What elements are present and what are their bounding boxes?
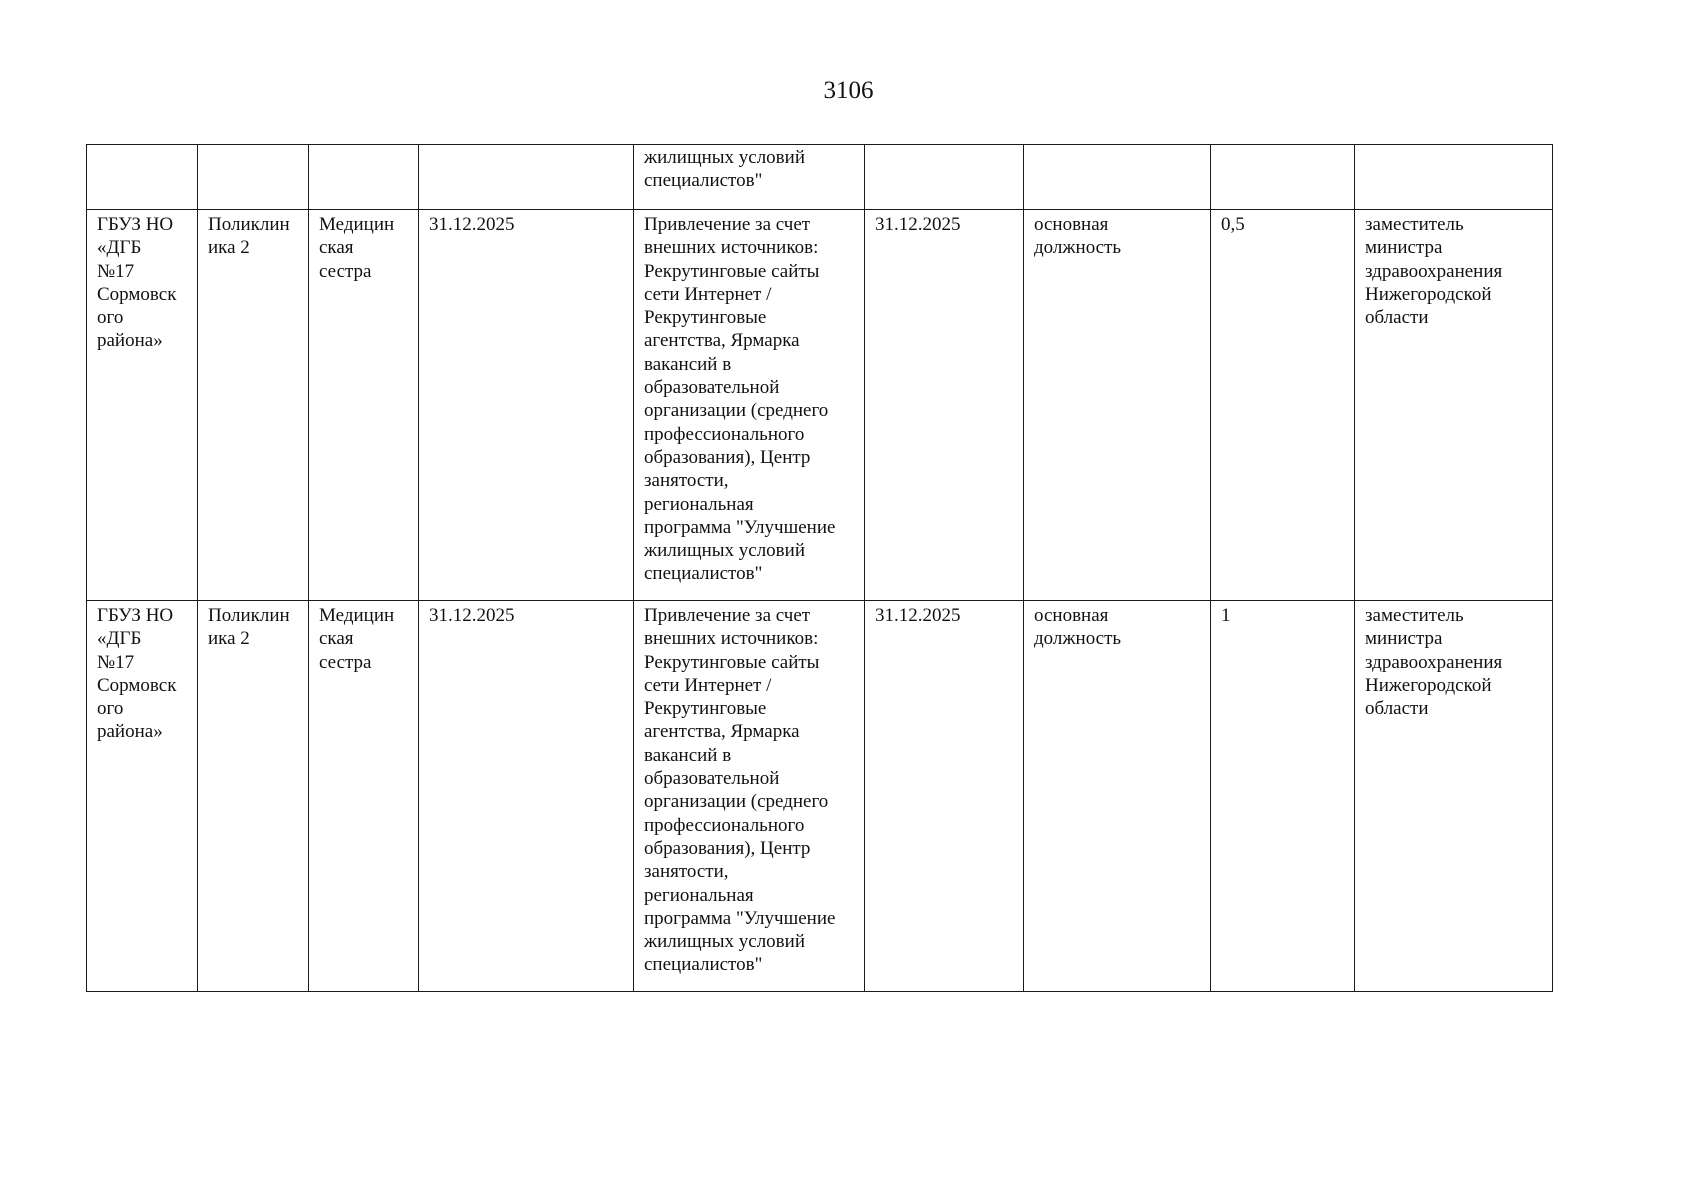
table-cell-rate: 1 [1211, 601, 1355, 992]
table-cell-department: Поликлин ика 2 [198, 601, 309, 992]
table-cell-position: Медицин ская сестра [309, 601, 419, 992]
table-row [87, 145, 1553, 210]
page-number: 3106 [823, 77, 874, 104]
table-cell-date: 31.12.2025 [419, 601, 634, 992]
table-cell-responsible: заместитель министра здравоохранения Нижегородской области [1355, 601, 1553, 992]
table-cell-date [419, 145, 634, 210]
staffing-table [86, 144, 1553, 992]
table-cell-position-type: основная должность [1024, 601, 1211, 992]
table-cell-organization: ГБУЗ НО «ДГБ №17 Сормовск ого района» [87, 210, 198, 601]
table-cell-rate: 0,5 [1211, 210, 1355, 601]
table-cell-deadline: 31.12.2025 [865, 601, 1024, 992]
table-cell-deadline [865, 145, 1024, 210]
table-cell-responsible: заместитель министра здравоохранения Нижегородской области [1355, 210, 1553, 601]
table-cell-position-type: основная должность [1024, 210, 1211, 601]
table-cell-deadline: 31.12.2025 [865, 210, 1024, 601]
table-row [87, 210, 1553, 601]
table-cell-position-type [1024, 145, 1211, 210]
table-cell-date: 31.12.2025 [419, 210, 634, 601]
table-cell-measures: Привлечение за счет внешних источников: Рекрутинговые сайты сети Интернет / Рекрутинговые агентства, Ярмарка вакансий в образовательной организации (среднего профессионального образования), Центр занятости, региональная программа "Улучшение жилищных условий специалистов" [634, 210, 865, 601]
table-cell-department: Поликлин ика 2 [198, 210, 309, 601]
table-cell-position [309, 145, 419, 210]
table-cell-organization: ГБУЗ НО «ДГБ №17 Сормовск ого района» [87, 601, 198, 992]
table-row [87, 601, 1553, 992]
table-cell-measures: жилищных условий специалистов" [634, 145, 865, 210]
table-cell-rate [1211, 145, 1355, 210]
table-cell-organization [87, 145, 198, 210]
table-cell-position: Медицин ская сестра [309, 210, 419, 601]
table-cell-measures: Привлечение за счет внешних источников: Рекрутинговые сайты сети Интернет / Рекрутинговые агентства, Ярмарка вакансий в образовательной организации (среднего профессионального образования), Центр занятости, региональная программа "Улучшение жилищных условий специалистов" [634, 601, 865, 992]
table-cell-department [198, 145, 309, 210]
table-cell-responsible [1355, 145, 1553, 210]
